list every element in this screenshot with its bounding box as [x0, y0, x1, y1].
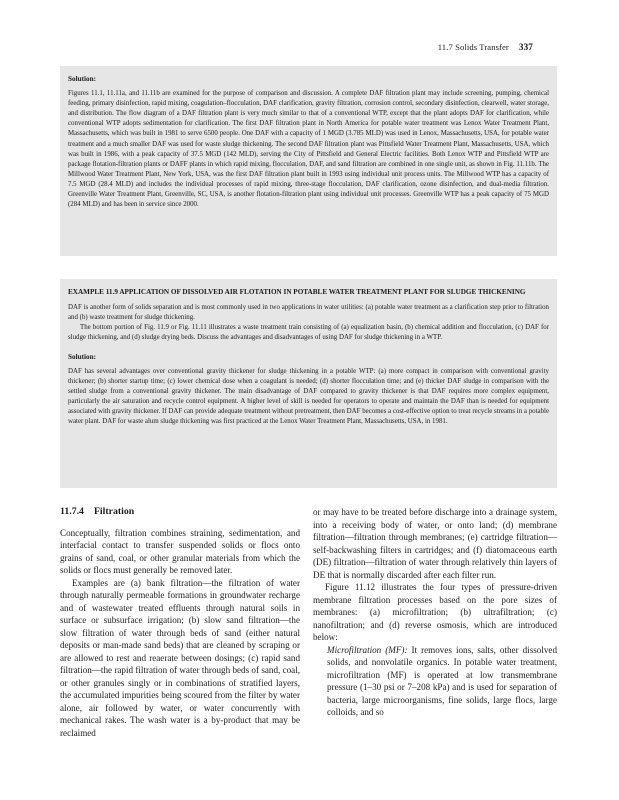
running-head	[438, 42, 533, 52]
section-title: Filtration	[93, 506, 135, 517]
example-title: EXAMPLE 11.9 APPLICATION OF DISSOLVED AIR FLOTATION IN POTABLE WATER TREATMENT PLANT FOR SLUDGE THICKENING	[68, 288, 526, 296]
example-paragraph-2: The bottom portion of Fig. 11.9 or Fig. 11.11 illustrates a waste treatment train consisting of (a) equalization basin, (b) chemical addition and flocculation, (c) DAF for sludge thickening, and (d) sludge drying beds. Discuss the advantages and disadvantages of using DAF for sludge thickening in a WTP.	[68, 323, 549, 341]
example-box	[60, 279, 557, 488]
example-solution-text: DAF has several advantages over conventional gravity thickener for sludge thickening in a potable WTP: (a) more compact in comparison with conventional gravity thickener; (b) shorter startup time; (c) lower chemical dose when a coagulant is needed; (d) shorter flocculation time; and (e) thicker DAF sludge in comparison with the settled sludge from a conventional gravity thickener. The main disadvantage of DAF compared to gravity thickener is that DAF requires more complex equipment, particularly the air saturation and recycle control equipment. A higher level of skill is needed for operators to operate and maintain the DAF than is needed for equipment associated with gravity thickener. If DAF can provide adequate treatment without pretreatment, then DAF becomes a cost-effective option to treat recycle streams in a potable water plant. DAF for waste alum sludge thickening was first practiced at the Lenox Water Treatment Plant, Massachusetts, USA, in 1981.	[68, 367, 549, 426]
microfiltration-item	[313, 644, 557, 719]
page-number: 337	[518, 42, 533, 52]
solution-heading: Solution:	[68, 75, 96, 83]
left-paragraph-1: Conceptually, filtration combines straining, sedimentation, and interfacial contact to transfer suspended solids or flocs onto grains of sand, coal, or other granular materials from which the solids or flocs must generally be removed later.	[60, 527, 300, 575]
microfiltration-term: Microfiltration (MF):	[327, 644, 408, 655]
right-paragraph-1: or may have to be treated before discharge into a drainage system, into a receiving body of water, or onto land; (d) membrane filtration—filtration through membranes; (e) cartridge filtration—self-backwashing filters in cartridges; and (f) diatomaceous earth (DE) filtration—filtration of water through relatively thin layers of DE that is normally discarded after each filter run.	[313, 507, 557, 580]
left-column	[60, 506, 300, 739]
example-solution-heading: Solution:	[68, 352, 96, 361]
left-paragraph-2: Examples are (a) bank filtration—the filtration of water through naturally permeable formations in groundwater recharge and of wastewater treated effluents through natural soils in surface or subsurface irrigation; (b) slow sand filtration—the slow filtration of water through beds of sand (either natural deposits or man-made sand beds) that are cleaned by scraping or are allowed to rest and reaerate between dosings; (c) rapid sand filtration—the rapid filtration of water through beds of sand, coal, or other granules singly or in combinations of stratified layers, the accumulated impurities being scoured from the filter by water alone, air followed by water, or water concurrently with mechanical rakes. The wash water is a by-product that may be reclaimed	[60, 577, 300, 738]
solution-box	[60, 66, 557, 256]
solution-text: Figures 11.1, 11.11a, and 11.11b are examined for the purpose of comparison and discussion. A complete DAF filtration plant may include screening, pumping, chemical feeding, primary disinfection, rapid mixing, coagulation–flocculation, DAF clarification, gravity filtration, corrosion control, secondary disinfection, clearwell, water storage, and distribution. The flow diagram of a DAF filtration plant is very much similar to that of a conventional WTP, except that the plant adopts DAF for clarification, while conventional WTP adopts sedimentation for clarification. The first DAF filtration plant in North America for potable water treatment was Lenox Water Treatment Plant, Massachusetts, which was built in 1981 to serve 6500 people. One DAF with a capacity of 1 MGD (3.785 MLD) was used in Lenox, Massachusetts, USA, for potable water treatment and a much smaller DAF was used for waste sludge thickening. The second DAF filtration plant was Pittsfield Water Treatment Plant, Massachusetts, USA, which was built in 1986, with a peak capacity of 37.5 MGD (142 MLD), serving the City of Pittsfield and General Electric facilities. Both Lenox WTP and Pittsfield WTP are package flotation-filtration plants or DAFF plants in which rapid mixing, flocculation, DAF, and sand filtration are combined in one single unit, as shown in Fig. 11.11b. The Millwood Water Treatment Plant, New York, USA, was the first DAF filtration plant built in 1993 using individual unit process units. The Millwood WTP has a capacity of 7.5 MGD (28.4 MLD) and includes the individual processes of rapid mixing, three-stage flocculation, DAF clarification, ozone disinfection, and dual-media filtration. Greenville Water Treatment Plant, Greenville, SC, USA, is another flotation-filtration plant using individual unit processes. Greenville WTP has a peak capacity of 75 MGD (284 MLD) and has been in service since 2000.	[68, 90, 549, 209]
right-paragraph-2: Figure 11.12 illustrates the four types of pressure-driven membrane filtration processes based on the pore sizes of membranes: (a) microfiltration; (b) ultrafiltration; (c) nanofiltration; and (d) reverse osmosis, which are introduced below:	[313, 582, 557, 642]
example-paragraph-1: DAF is another form of solids separation and is most commonly used in two applications in water utilities: (a) potable water treatment as a clarification step prior to filtration and (b) waste treatment for sludge thickening.	[68, 303, 549, 321]
section-number: 11.7.4	[60, 506, 84, 517]
microfiltration-text: It removes ions, salts, other dissolved solids, and nonvolatile organics. In potable water treatment, microfiltration (MF) is operated at low transmembrane pressure (1–30 psi or 7–208 kPa) and is used for separation of bacteria, large microorganisms, fine solids, large flocs, large colloids, and so	[327, 644, 557, 717]
running-head-section: 11.7 Solids Transfer	[437, 42, 509, 52]
right-column	[313, 506, 557, 719]
section-heading	[60, 506, 300, 519]
